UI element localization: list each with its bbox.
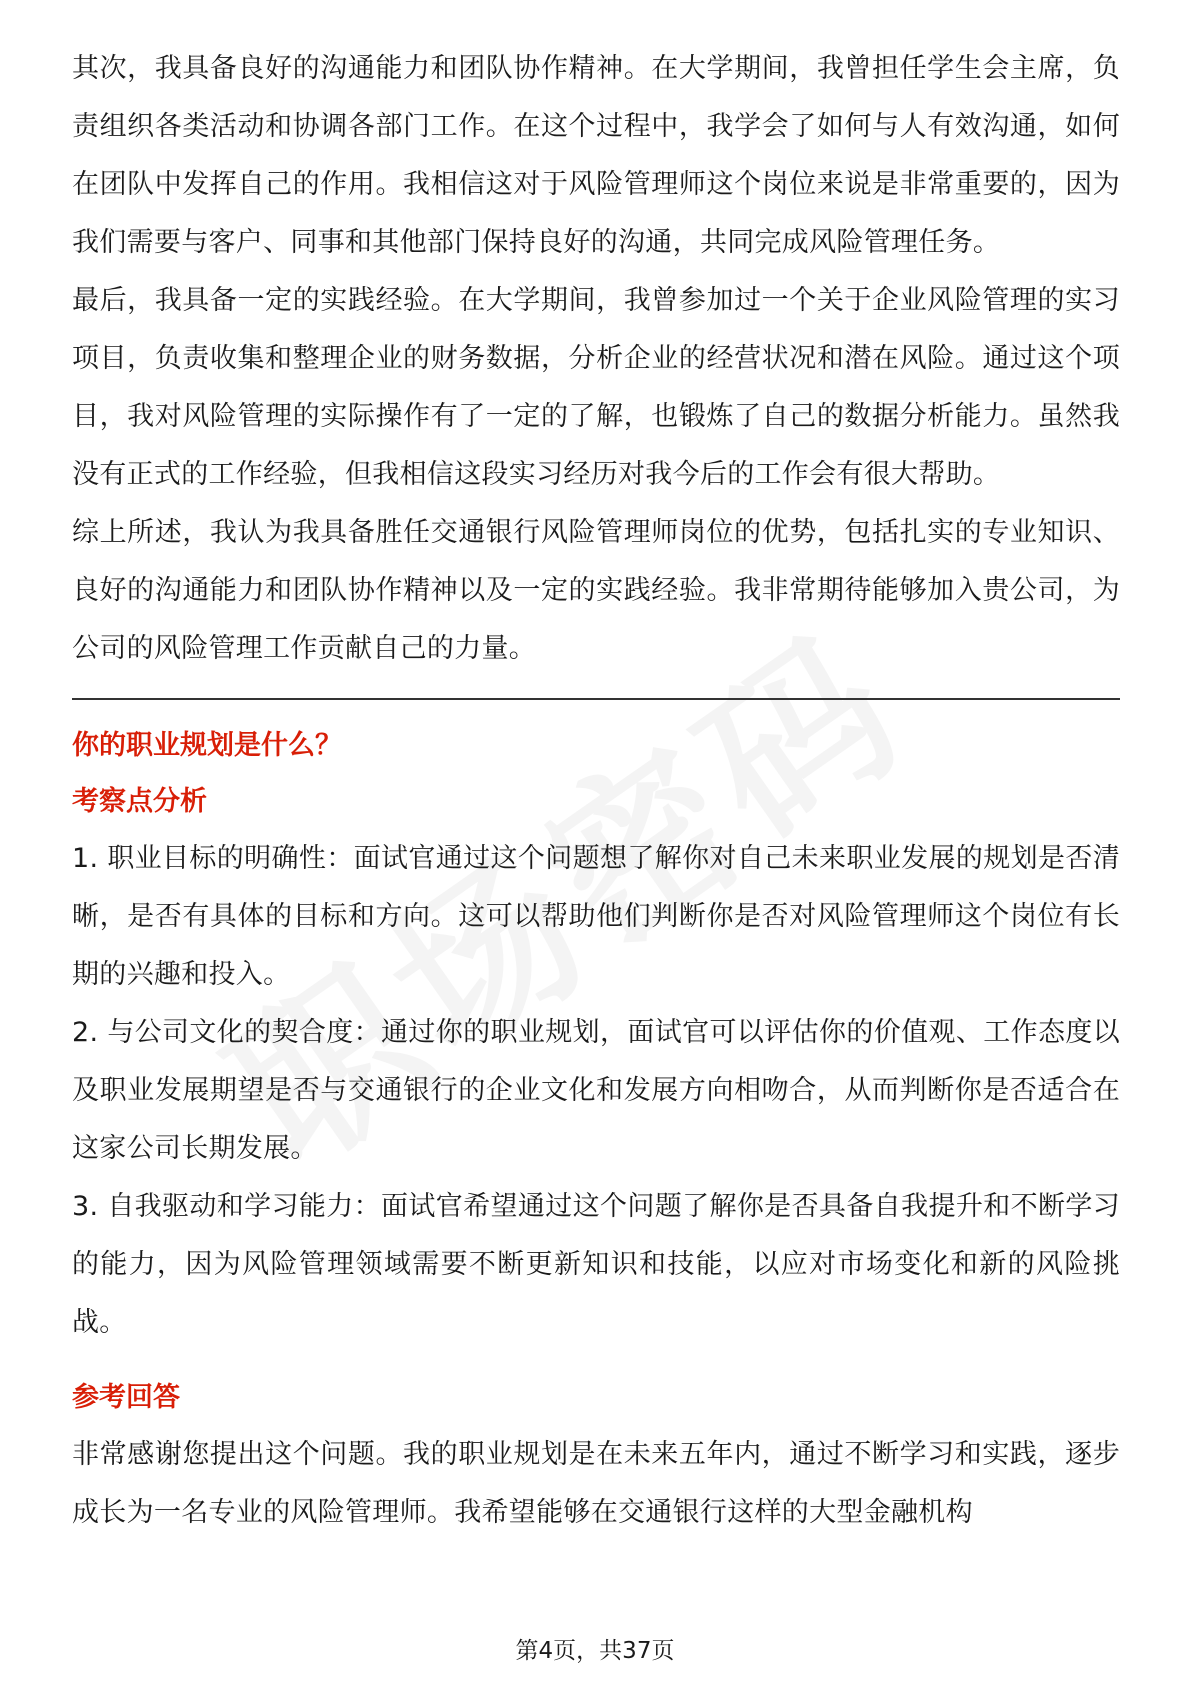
answer-heading: 参考回答: [72, 1382, 180, 1413]
section-divider: [72, 698, 1120, 700]
answer-paragraph: 非常感谢您提出这个问题。我的职业规划是在未来五年内，通过不断学习和实践，逐步成长为一名专业的风险管理师。我希望能够在交通银行这样的大型金融机构: [72, 1439, 1120, 1528]
analysis-item-1: 1. 职业目标的明确性：面试官通过这个问题想了解你对自己未来职业发展的规划是否清晰，是否有具体的目标和方向。这可以帮助他们判断你是否对风险管理师这个岗位有长期的兴趣和投入。: [72, 843, 1120, 990]
question-heading: 你的职业规划是什么？: [72, 730, 342, 761]
analysis-item-3: 3. 自我驱动和学习能力：面试官希望通过这个问题了解你是否具备自我提升和不断学习的能力，因为风险管理领域需要不断更新知识和技能，以应对市场变化和新的风险挑战。: [72, 1191, 1120, 1338]
paragraph-experience: 最后，我具备一定的实践经验。在大学期间，我曾参加过一个关于企业风险管理的实习项目，负责收集和整理企业的财务数据，分析企业的经营状况和潜在风险。通过这个项目，我对风险管理的实际操作有了一定的了解，也锻炼了自己的数据分析能力。虽然我没有正式的工作经验，但我相信这段实习经历对我今后的工作会有很大帮助。: [72, 285, 1120, 490]
document-page: [72, 40, 1120, 1542]
paragraph-summary: 综上所述，我认为我具备胜任交通银行风险管理师岗位的优势，包括扎实的专业知识、良好的沟通能力和团队协作精神以及一定的实践经验。我非常期待能够加入贵公司，为公司的风险管理工作贡献自己的力量。: [72, 517, 1120, 664]
analysis-item-2: 2. 与公司文化的契合度：通过你的职业规划，面试官可以评估你的价值观、工作态度以及职业发展期望是否与交通银行的企业文化和发展方向相吻合，从而判断你是否适合在这家公司长期发展。: [72, 1017, 1120, 1164]
analysis-heading: 考察点分析: [72, 786, 207, 817]
page-footer: 第4页，共37页: [515, 1638, 675, 1664]
paragraph-communication: 其次，我具备良好的沟通能力和团队协作精神。在大学期间，我曾担任学生会主席，负责组织各类活动和协调各部门工作。在这个过程中，我学会了如何与人有效沟通，如何在团队中发挥自己的作用。我相信这对于风险管理师这个岗位来说是非常重要的，因为我们需要与客户、同事和其他部门保持良好的沟通，共同完成风险管理任务。: [72, 53, 1120, 258]
